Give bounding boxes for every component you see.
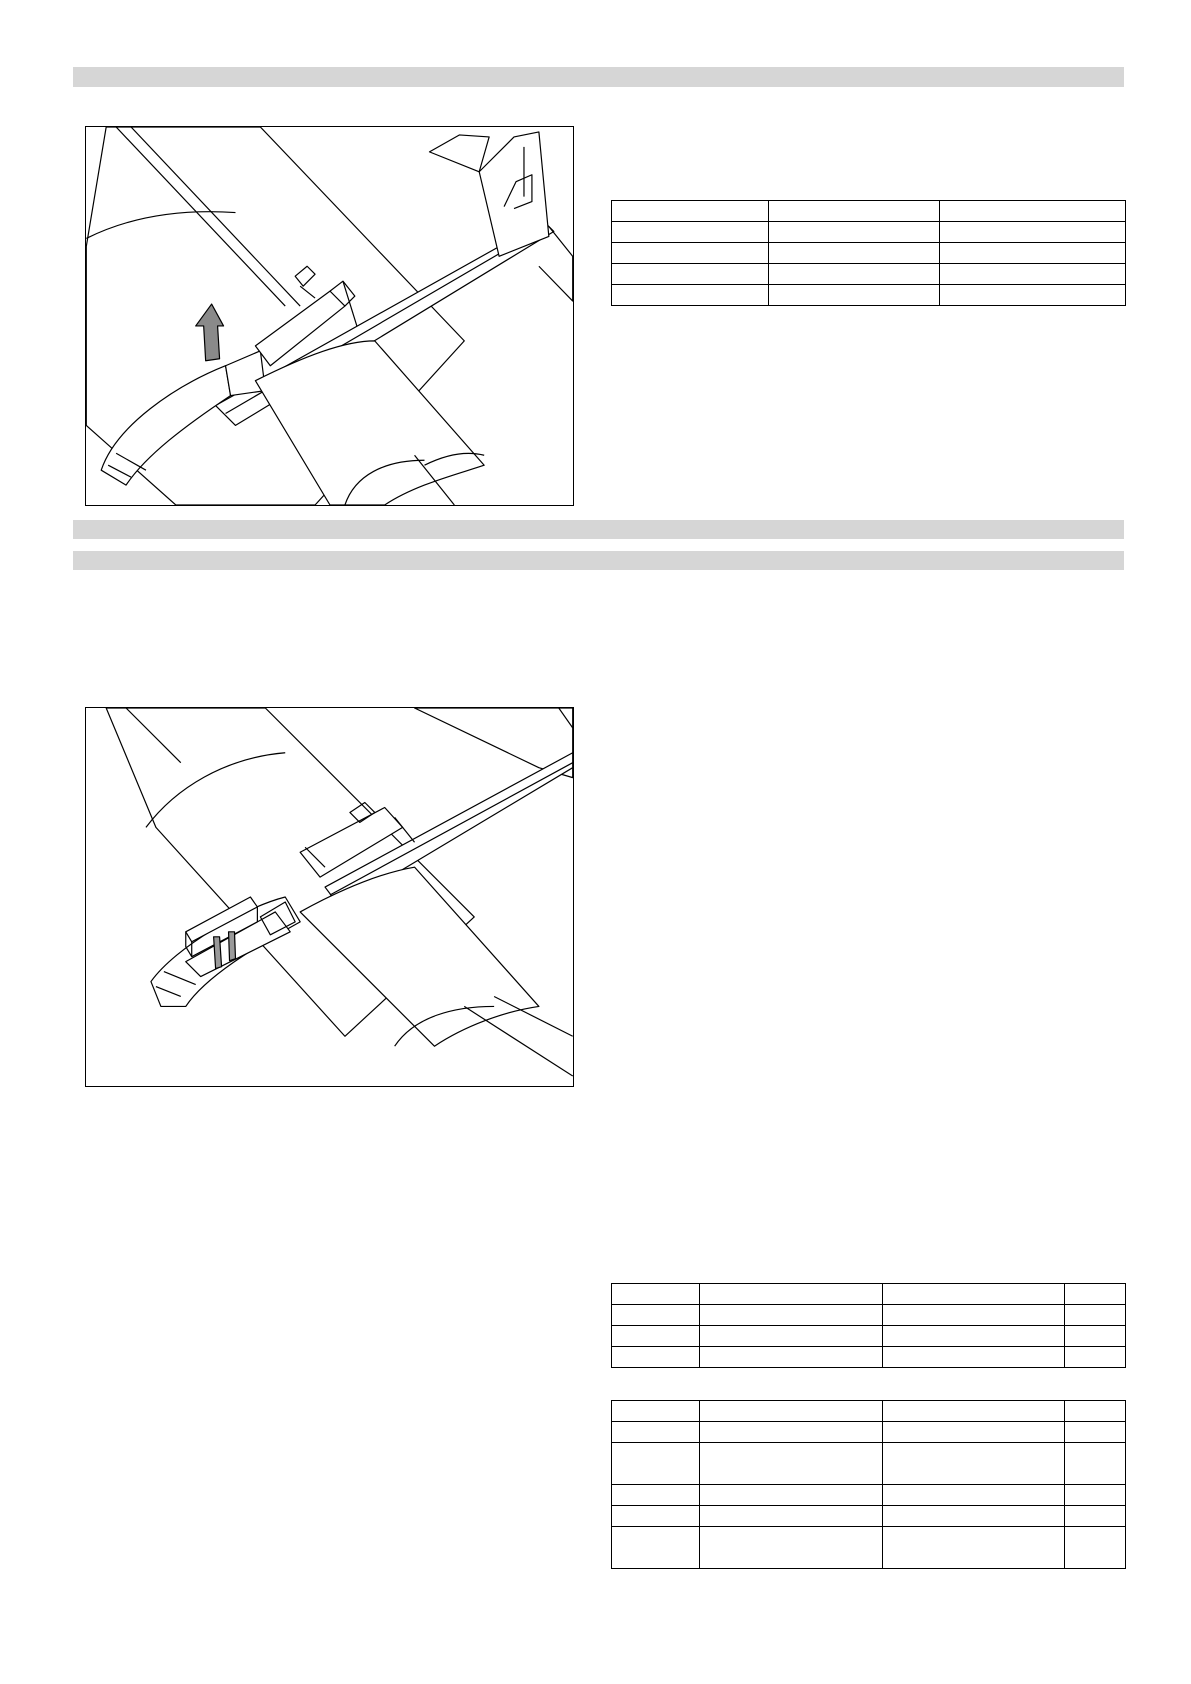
- settings-table-b: [611, 1400, 1126, 1569]
- table-cell: [769, 243, 940, 264]
- airplane-drawing: [86, 127, 573, 505]
- settings-table-a: [611, 1283, 1126, 1368]
- table-cell: [883, 1485, 1065, 1506]
- table-row: [612, 243, 1126, 264]
- table-row: [612, 201, 1126, 222]
- airplane-illustration-top: [85, 126, 574, 506]
- section-header-bar-2: [73, 520, 1124, 539]
- table-cell: [1065, 1284, 1126, 1305]
- section-header-bar-1: [73, 67, 1124, 87]
- table-cell: [612, 1506, 700, 1527]
- table-cell: [1065, 1347, 1126, 1368]
- table-row: [612, 1284, 1126, 1305]
- table-row: [612, 1401, 1126, 1422]
- table-row: [612, 264, 1126, 285]
- table-cell: [612, 1347, 700, 1368]
- table-cell: [1065, 1527, 1126, 1569]
- table-cell: [612, 285, 769, 306]
- table-cell: [612, 1284, 700, 1305]
- table-cell: [612, 1401, 700, 1422]
- table-cell: [700, 1401, 883, 1422]
- table-cell: [883, 1284, 1065, 1305]
- table-row: [612, 1305, 1126, 1326]
- table-cell: [769, 201, 940, 222]
- table-cell: [612, 1485, 700, 1506]
- table-cell: [612, 201, 769, 222]
- table-cell: [940, 264, 1126, 285]
- table-cell: [769, 222, 940, 243]
- table-cell: [883, 1443, 1065, 1485]
- table-cell: [700, 1284, 883, 1305]
- table-cell: [700, 1347, 883, 1368]
- table-cell: [700, 1506, 883, 1527]
- table-row: [612, 1485, 1126, 1506]
- table-cell: [1065, 1422, 1126, 1443]
- table-cell: [612, 1443, 700, 1485]
- table-row: [612, 1527, 1126, 1569]
- table-cell: [612, 1422, 700, 1443]
- table-row: [612, 1506, 1126, 1527]
- table-cell: [700, 1326, 883, 1347]
- table-cell: [1065, 1506, 1126, 1527]
- table-row: [612, 285, 1126, 306]
- table-cell: [883, 1326, 1065, 1347]
- table-cell: [1065, 1326, 1126, 1347]
- table-row: [612, 1347, 1126, 1368]
- table-row: [612, 222, 1126, 243]
- table-cell: [1065, 1485, 1126, 1506]
- table-cell: [883, 1401, 1065, 1422]
- table-cell: [700, 1305, 883, 1326]
- table-cell: [700, 1443, 883, 1485]
- table-cell: [1065, 1443, 1126, 1485]
- table-row: [612, 1326, 1126, 1347]
- table-cell: [612, 1305, 700, 1326]
- table-cell: [700, 1527, 883, 1569]
- table-cell: [612, 243, 769, 264]
- table-cell: [883, 1422, 1065, 1443]
- table-cell: [769, 285, 940, 306]
- table-cell: [700, 1422, 883, 1443]
- table-cell: [883, 1347, 1065, 1368]
- table-cell: [883, 1305, 1065, 1326]
- table-row: [612, 1422, 1126, 1443]
- airplane-battery-drawing: [86, 708, 573, 1086]
- table-row: [612, 1443, 1126, 1485]
- table-cell: [612, 264, 769, 285]
- table-cell: [769, 264, 940, 285]
- table-cell: [612, 1527, 700, 1569]
- airplane-illustration-bottom: [85, 707, 574, 1087]
- table-cell: [612, 222, 769, 243]
- table-cell: [1065, 1305, 1126, 1326]
- table-cell: [700, 1485, 883, 1506]
- table-cell: [940, 243, 1126, 264]
- section-header-bar-3: [73, 551, 1124, 570]
- table-cell: [940, 285, 1126, 306]
- table-cell: [940, 222, 1126, 243]
- table-cell: [883, 1527, 1065, 1569]
- table-cell: [612, 1326, 700, 1347]
- table-cell: [883, 1506, 1065, 1527]
- spec-table: [611, 200, 1126, 306]
- table-cell: [940, 201, 1126, 222]
- table-cell: [1065, 1401, 1126, 1422]
